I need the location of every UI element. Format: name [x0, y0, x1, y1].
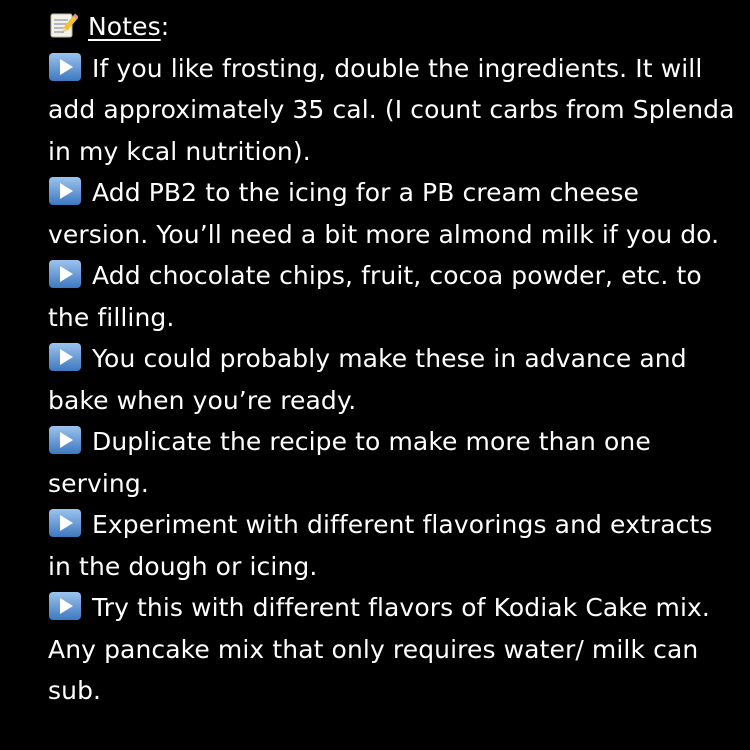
notes-list	[48, 48, 738, 712]
play-button-icon	[48, 259, 82, 289]
note-item	[48, 338, 738, 421]
note-item	[48, 421, 738, 504]
note-text: Experiment with different flavorings and extracts in the dough or icing.	[48, 510, 713, 581]
play-button-icon	[48, 508, 82, 538]
play-button-icon	[48, 176, 82, 206]
note-text: If you like frosting, double the ingredients. It will add approximately 35 cal. (I count carbs from Splenda in my kcal nutrition).	[48, 53, 735, 166]
note-text: Add chocolate chips, fruit, cocoa powder, etc. to the filling.	[48, 261, 702, 332]
notes-section	[48, 6, 738, 712]
memo-icon	[48, 10, 78, 40]
note-text: Add PB2 to the icing for a PB cream cheese version. You’ll need a bit more almond milk if you do.	[48, 178, 720, 249]
note-item	[48, 587, 738, 712]
note-item	[48, 172, 738, 255]
notes-heading-text: Notes	[88, 12, 161, 41]
play-button-icon	[48, 425, 82, 455]
note-item	[48, 48, 738, 173]
notes-heading	[48, 6, 738, 48]
note-text: Try this with different flavors of Kodiak Cake mix. Any pancake mix that only requires water/ milk can sub.	[48, 593, 710, 705]
note-text: You could probably make these in advance and bake when you’re ready.	[48, 344, 687, 415]
note-item	[48, 504, 738, 587]
note-text: Duplicate the recipe to make more than one serving.	[48, 427, 651, 498]
play-button-icon	[48, 591, 82, 621]
notes-heading-colon: :	[160, 12, 170, 41]
play-button-icon	[48, 52, 82, 82]
play-button-icon	[48, 342, 82, 372]
note-item	[48, 255, 738, 338]
